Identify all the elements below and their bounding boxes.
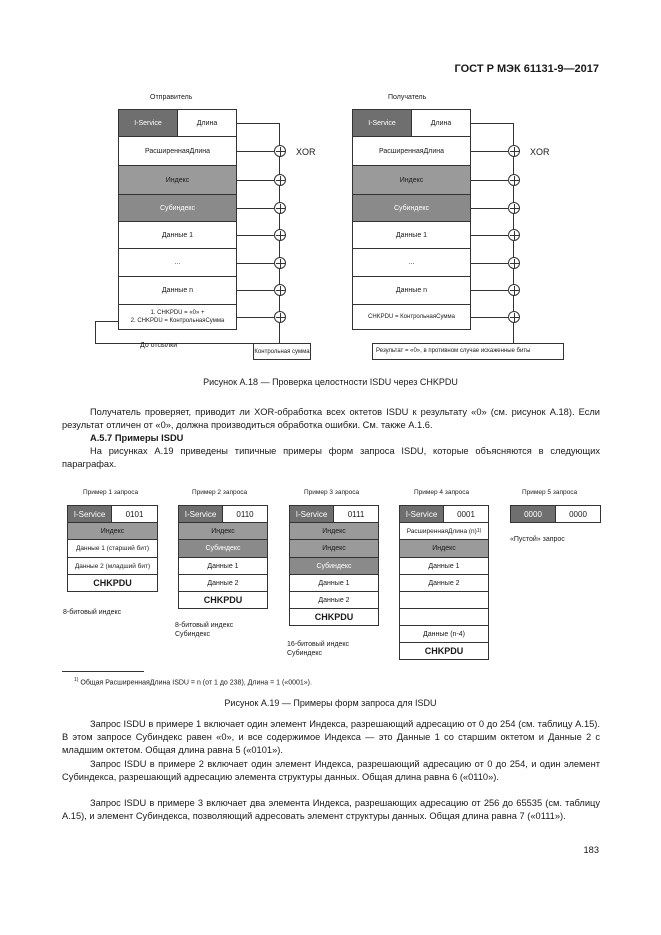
ex2-chkpdu: CHKPDU — [178, 591, 268, 609]
ex4-empty-1 — [399, 591, 489, 609]
sender-link-0 — [237, 123, 279, 124]
ex4-footnote-ref: 1) — [476, 528, 482, 534]
sender-xor-label: XOR — [296, 147, 316, 157]
ex4-extlen — [399, 522, 489, 540]
receiver-link-2 — [471, 180, 508, 181]
receiver-out-line — [513, 323, 514, 343]
ex4-data1: Данные 1 — [399, 557, 489, 575]
text-paragraph-2: На рисунках А.19 приведены типичные примеры форм запроса ISDU, которые объясняются в следующих параграфах. — [62, 446, 600, 469]
sender-link-3 — [237, 208, 274, 209]
receiver-link-1 — [471, 151, 508, 152]
ex3-title: Пример 3 запроса — [304, 489, 360, 496]
ex2-title: Пример 2 запроса — [192, 489, 248, 496]
ex4-data2: Данные 2 — [399, 574, 489, 592]
sender-link-5 — [237, 263, 274, 264]
sender-extlen: РасширеннаяДлина — [118, 136, 237, 166]
receiver-xor-5 — [508, 257, 520, 269]
receiver-link-5 — [471, 263, 508, 264]
sender-chk-line1: 1. CHKPDU = «0» + — [150, 310, 205, 316]
sender-link-7 — [237, 317, 274, 318]
standard-header: ГОСТ Р МЭК 61131-9—2017 — [454, 63, 599, 75]
ex4-datan4: Данные (n-4) — [399, 625, 489, 643]
ex1-index: Индекс — [67, 522, 158, 540]
ex4-chkpdu: CHKPDU — [399, 642, 489, 660]
sender-xor-5 — [274, 257, 286, 269]
paragraph-example-1: Запрос ISDU в примере 1 включает один элемент Индекса, разрешающий адресацию от 0 до 254 (см. таблицу А.15). В этом запросе Субиндекс равен «0», и все содержимое Индекса — это Данные 1 со старшим октетом и Данные 2 с младшим октетом. Общая длина равна 5 («0101»). — [62, 719, 600, 755]
ex2-index: Индекс — [178, 522, 268, 540]
paragraph-example-2: Запрос ISDU в примере 2 включает один элемент Индекса, разрешающий адресацию от 0 до 254, и один элемент Субиндекса, разрешающий адресацию элемента структуры данных. Общая длина равна 6 («0110»). — [62, 759, 600, 782]
receiver-link-6 — [471, 290, 508, 291]
sender-link-2 — [237, 180, 274, 181]
section-heading — [90, 433, 183, 443]
ex4-iservice: I-Service — [399, 505, 444, 523]
result-note: Результат = «0», в противном случае искаженные биты — [372, 343, 564, 360]
ex3-note-2: Субиндекс — [287, 650, 323, 657]
receiver-link-3 — [471, 208, 508, 209]
ex4-empty-2 — [399, 608, 489, 626]
sender-index: Индекс — [118, 165, 237, 195]
ex2-subindex: Субиндекс — [178, 539, 268, 558]
receiver-xor-1 — [508, 145, 520, 157]
ex3-index-2: Индекс — [289, 539, 379, 558]
ex2-code: 0110 — [222, 505, 268, 523]
receiver-data1: Данные 1 — [352, 221, 471, 249]
to-sending-label: До отсылки — [140, 342, 178, 349]
sender-xor-2 — [274, 174, 286, 186]
receiver-dots: ... — [352, 248, 471, 277]
page-number: 183 — [583, 845, 599, 855]
ex3-iservice: I-Service — [289, 505, 334, 523]
receiver-link-0 — [471, 123, 513, 124]
ex2-iservice: I-Service — [178, 505, 223, 523]
receiver-chkpdu: CHKPDU = КонтрольнаяСумма — [352, 304, 471, 330]
receiver-xor-4 — [508, 229, 520, 241]
receiver-link-0v — [513, 123, 514, 145]
ex4-index: Индекс — [399, 539, 489, 558]
sender-xor-7 — [274, 311, 286, 323]
ex1-data2: Данные 2 (младший бит) — [67, 557, 158, 575]
sender-link-1 — [237, 151, 274, 152]
text-paragraph-1: Получатель проверяет, приводит ли XOR-обработка всех октетов ISDU к результату «0» (см. рисунок А.18). Если результат отличен от «0», должна производиться обработка ошибки. См. также А.1.6. — [62, 407, 600, 430]
sender-link-6 — [237, 290, 274, 291]
sender-label: Отправитель — [150, 94, 193, 101]
sender-link-0v — [279, 123, 280, 145]
ex5-code-1: 0000 — [510, 505, 556, 523]
receiver-iservice: I-Service — [352, 109, 412, 137]
ex3-chkpdu: CHKPDU — [289, 608, 379, 626]
footnote-rule — [62, 671, 144, 672]
receiver-xor-2 — [508, 174, 520, 186]
ex3-subindex: Субиндекс — [289, 557, 379, 575]
ex1-code: 0101 — [111, 505, 158, 523]
ex1-chkpdu: CHKPDU — [67, 574, 158, 592]
receiver-datan: Данные n — [352, 276, 471, 305]
ex2-note-2: Субиндекс — [175, 631, 211, 638]
fig18-caption: Рисунок А.18 — Проверка целостности ISDU через CHKPDU — [203, 377, 458, 387]
ex4-title: Пример 4 запроса — [414, 489, 470, 496]
footnote-text: Общая РасширеннаяДлина ISDU = n (от 1 до 238), Длина = 1 («0001»). — [80, 679, 312, 687]
receiver-xor-6 — [508, 284, 520, 296]
ex4-code: 0001 — [443, 505, 489, 523]
section-number: А.5.7 — [90, 433, 113, 443]
receiver-length: Длина — [411, 109, 471, 137]
sender-data1: Данные 1 — [118, 221, 237, 249]
sender-length: Длина — [177, 109, 237, 137]
ex3-index-1: Индекс — [289, 522, 379, 540]
sender-xor-6 — [274, 284, 286, 296]
ex4-extlen-text: РасширеннаяДлина (n) — [406, 527, 477, 535]
footnote — [74, 677, 312, 686]
sender-dots: ... — [118, 248, 237, 277]
receiver-xor-label: XOR — [530, 147, 550, 157]
receiver-index: Индекс — [352, 165, 471, 195]
checksum-box: Контрольная сумма — [253, 343, 311, 360]
sender-xor-4 — [274, 229, 286, 241]
ex1-iservice: I-Service — [67, 505, 112, 523]
ex2-data1: Данные 1 — [178, 557, 268, 575]
sender-datan: Данные n — [118, 276, 237, 305]
sender-iservice: I-Service — [118, 109, 178, 137]
receiver-xor-7 — [508, 311, 520, 323]
ex3-note-1: 16-битовый индекс — [287, 641, 350, 648]
sender-xor-3 — [274, 202, 286, 214]
sender-out-line — [279, 323, 280, 343]
sender-chkpdu — [118, 304, 237, 330]
ex2-data2: Данные 2 — [178, 574, 268, 592]
ex3-code: 0111 — [333, 505, 379, 523]
ex2-note-1: 8-битовый индекс — [175, 622, 234, 629]
receiver-label: Получатель — [388, 94, 427, 101]
receiver-xor-3 — [508, 202, 520, 214]
footnote-mark: 1) — [74, 677, 79, 683]
ex5-title: Пример 5 запроса — [522, 489, 578, 496]
ex5-note: «Пустой» запрос — [510, 536, 565, 543]
feedback-line-in — [95, 321, 118, 322]
paragraph-example-3: Запрос ISDU в примере 3 включает два элемента Индекса, разрешающих адресацию от 256 до 65535 (см. таблицу А.15), и элемент Субиндекса, позволяющий адресовать элемент структуры данных. Общая длина равна 7 («0111»). — [62, 798, 600, 821]
ex3-data1: Данные 1 — [289, 574, 379, 592]
receiver-link-7 — [471, 317, 508, 318]
receiver-subindex: Субиндекс — [352, 194, 471, 222]
sender-subindex: Субиндекс — [118, 194, 237, 222]
receiver-extlen: РасширеннаяДлина — [352, 136, 471, 166]
ex1-title: Пример 1 запроса — [83, 489, 139, 496]
ex1-data1: Данные 1 (старший бит) — [67, 539, 158, 558]
ex5-code-2: 0000 — [555, 505, 601, 523]
ex3-data2: Данные 2 — [289, 591, 379, 609]
sender-chk-line2: 2. CHKPDU = КонтрольнаяСумма — [130, 318, 225, 324]
feedback-line-v — [95, 321, 96, 343]
ex1-note: 8-битовый индекс — [63, 609, 122, 616]
sender-link-4 — [237, 235, 274, 236]
fig19-caption: Рисунок А.19 — Примеры форм запроса для ISDU — [224, 698, 437, 708]
sender-xor-1 — [274, 145, 286, 157]
receiver-link-4 — [471, 235, 508, 236]
section-title: Примеры ISDU — [114, 433, 184, 443]
